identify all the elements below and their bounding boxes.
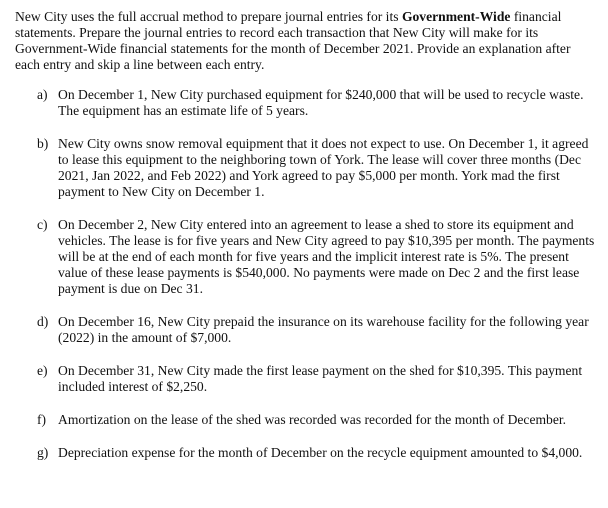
list-item <box>15 445 598 461</box>
list-item <box>15 412 598 428</box>
intro-bold-term: Government-Wide <box>401 9 511 24</box>
item-letter: c) <box>37 217 48 232</box>
transaction-list <box>15 87 598 461</box>
item-letter: a) <box>37 87 48 102</box>
item-text: New City owns snow removal equipment that it does not expect to use. On December 1, it agreed to lease this equipment to the neighboring town of York. The lease will cover three months (Dec 2021, Jan 2022, and Feb 2022) and York agreed to pay $5,000 per month. York mad the first payment to New City on December 1. <box>58 136 589 199</box>
list-item <box>15 217 598 297</box>
intro-text-start: New City uses the full accrual method to prepare journal entries for its <box>15 9 402 24</box>
intro-text-end: financial statements. Prepare the journal entries to record each transaction that New City will make for its Government-Wide financial statements for the month of December 2021. Provide an explanation after each entry and skip a line between each entry. <box>15 9 571 72</box>
item-letter: d) <box>37 314 49 329</box>
list-item <box>15 136 598 200</box>
list-item <box>15 314 598 346</box>
item-text: On December 1, New City purchased equipment for $240,000 that will be used to recycle waste. The equipment has an estimate life of 5 years. <box>58 87 584 118</box>
item-letter: f) <box>37 412 47 427</box>
item-letter: g) <box>37 445 49 460</box>
item-text: Depreciation expense for the month of December on the recycle equipment amounted to $4,000. <box>58 445 583 460</box>
list-item <box>15 87 598 119</box>
item-text: Amortization on the lease of the shed was recorded was recorded for the month of December. <box>58 412 567 427</box>
item-text: On December 16, New City prepaid the insurance on its warehouse facility for the following year (2022) in the amount of $7,000. <box>58 314 589 345</box>
list-item <box>15 363 598 395</box>
item-letter: e) <box>37 363 48 378</box>
intro-paragraph <box>15 9 598 73</box>
item-letter: b) <box>37 136 49 151</box>
item-text: On December 2, New City entered into an agreement to lease a shed to store its equipment and vehicles. The lease is for five years and New City agreed to pay $10,395 per month. The payments will be at the end of each month for five years and the implicit interest rate is 5%. The present value of these lease payments is $540,000. No payments were made on Dec 2 and the first lease payment is due on Dec 31. <box>58 217 595 296</box>
item-text: On December 31, New City made the first lease payment on the shed for $10,395. This payment included interest of $2,250. <box>58 363 583 394</box>
